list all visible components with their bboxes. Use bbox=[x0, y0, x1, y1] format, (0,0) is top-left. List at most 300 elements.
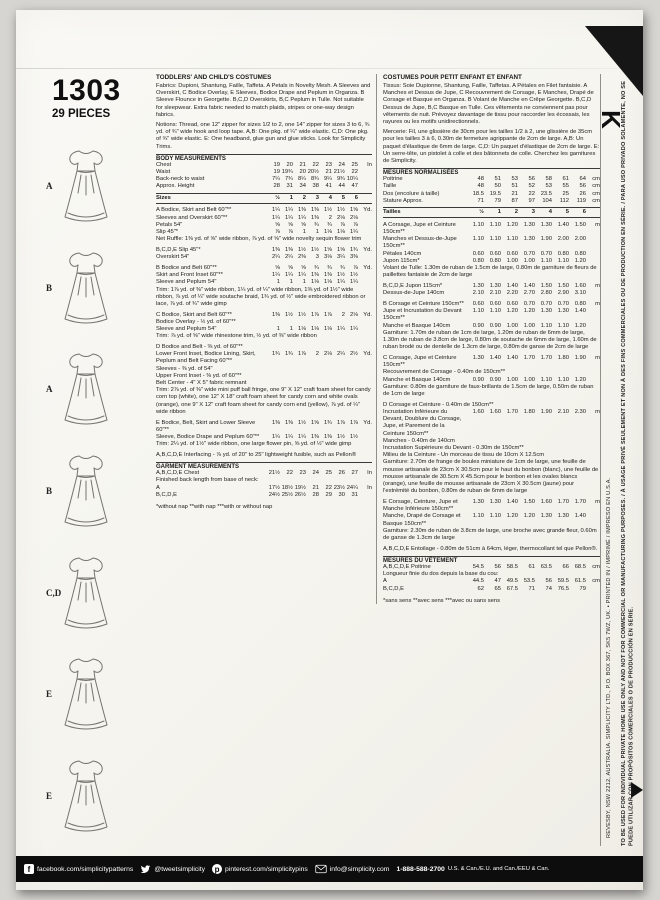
phone-contact bbox=[396, 866, 549, 873]
email-contact bbox=[315, 864, 390, 874]
row-value: ⅞ bbox=[340, 221, 345, 228]
row-value: 2 bbox=[315, 351, 319, 358]
row-unit bbox=[358, 222, 372, 229]
dress-line-art bbox=[58, 754, 114, 836]
row-value: 48 bbox=[477, 176, 484, 183]
row-value: 1.30 bbox=[540, 513, 552, 520]
row-label: B Corsage et Ceinture 150cm** bbox=[383, 300, 464, 307]
table-note: Volant de Tulle: 1.30m de ruban de 1.5cm de large, 0.80m de garniture de fleurs de paillettes fantaisie de 2cm de large bbox=[383, 265, 597, 279]
row-value: 1.20 bbox=[574, 322, 586, 329]
phone-regions: U.S. & Can./E.U. and Can./EEU & Can. bbox=[447, 866, 550, 872]
yardage-sections bbox=[156, 207, 372, 459]
dress-line-art bbox=[58, 246, 114, 328]
row-value: 1.10 bbox=[489, 221, 501, 228]
row-value: 1⅜ bbox=[284, 419, 293, 426]
table-note: Manches - 0.40m de 140cm bbox=[383, 437, 455, 444]
row-value: 10¼ bbox=[346, 176, 358, 183]
row-value: 2.70 bbox=[523, 290, 535, 297]
row-value: 1.00 bbox=[523, 376, 535, 383]
row-value: 2¼ bbox=[336, 351, 345, 358]
row-value: 44.5 bbox=[472, 578, 484, 585]
row-value: 1.10 bbox=[489, 513, 501, 520]
row-value: 25 bbox=[562, 190, 569, 197]
row-value: 5 bbox=[341, 194, 345, 201]
row-value: 1⅜ bbox=[271, 246, 280, 253]
row-value: 1.30 bbox=[472, 498, 484, 505]
row-value: 1⅝ bbox=[310, 419, 319, 426]
row-value: 1.80 bbox=[557, 354, 569, 361]
row-value: 1.00 bbox=[523, 257, 535, 264]
row-value: 8¼ bbox=[297, 176, 306, 183]
row-value: 1.40 bbox=[506, 283, 518, 290]
row-value: 53 bbox=[545, 183, 552, 190]
table-note: Sleeves - ⅜ yd. of 54" bbox=[156, 365, 213, 372]
row-value: 1¾ bbox=[323, 419, 332, 426]
table-row bbox=[156, 183, 372, 190]
table-row bbox=[156, 207, 372, 214]
row-value: ¾ bbox=[327, 264, 332, 271]
row-value: 1 bbox=[289, 279, 293, 286]
row-value: 1.30 bbox=[472, 283, 484, 290]
row-value: 1.90 bbox=[540, 408, 552, 415]
row-value: 56 bbox=[494, 563, 501, 570]
row-unit bbox=[586, 209, 600, 216]
table-row bbox=[156, 279, 372, 286]
row-value: 21 bbox=[299, 161, 306, 168]
row-value: 1⅞ bbox=[310, 311, 319, 318]
row-value: 28 bbox=[312, 491, 319, 498]
row-value: 1.10 bbox=[540, 376, 552, 383]
row-value: 1.10 bbox=[557, 322, 569, 329]
row-label: E Corsage, Ceinture, Jupe et Manche Inférieure 150cm** bbox=[383, 498, 458, 513]
table-note: A,B,C,D,E Entoilage - 0.80m de 51cm à 64cm, léger, thermocollant tel que Pellon®. bbox=[383, 545, 598, 552]
table-row bbox=[156, 420, 372, 434]
row-value: 1.50 bbox=[540, 283, 552, 290]
yardage-section bbox=[156, 344, 372, 416]
row-value: 26 bbox=[579, 190, 586, 197]
row-value: 63.5 bbox=[540, 563, 552, 570]
row-value: 24¼ bbox=[346, 484, 358, 491]
row-value: 2.20 bbox=[506, 290, 518, 297]
row-value: 1.40 bbox=[506, 354, 518, 361]
garment-measurements-title: GARMENT MEASUREMENTS bbox=[156, 462, 372, 470]
table-row bbox=[156, 492, 372, 499]
row-value: 1¼ bbox=[284, 207, 293, 214]
row-value: 64 bbox=[579, 176, 586, 183]
row-value: 3.10 bbox=[574, 290, 586, 297]
row-value: ¾ bbox=[340, 264, 345, 271]
row-value: 0.80 bbox=[489, 257, 501, 264]
row-label: Sizes bbox=[156, 194, 171, 201]
row-value: 21 bbox=[325, 168, 332, 175]
view-letter: E bbox=[46, 790, 53, 801]
row-unit bbox=[358, 215, 372, 222]
row-unit bbox=[586, 290, 600, 297]
row-value: 1¼ bbox=[284, 272, 293, 279]
row-value: 24 bbox=[338, 161, 345, 168]
table-note: Trim: 2¼ yd. of 1½" wide ribbon, one large flower pin, ⅝ yd. of ½" wide gimp bbox=[156, 441, 352, 448]
row-value: 1.10 bbox=[557, 376, 569, 383]
row-value: 21½ bbox=[268, 470, 280, 477]
table-note: Milieu de la Ceinture - Un morceau de tissu de 10cm X 12.5cm bbox=[383, 452, 545, 459]
row-value: 2.00 bbox=[557, 236, 569, 243]
table-row bbox=[156, 195, 372, 202]
row-label: Approx. Height bbox=[156, 183, 195, 190]
garment-sketch bbox=[46, 347, 118, 429]
row-value: 1½ bbox=[284, 311, 293, 318]
row-value: 1.40 bbox=[574, 308, 586, 315]
row-label: B Bodice and Belt 60"** bbox=[156, 264, 217, 271]
table-note: D Corsage et Ceinture - 0.40m de 150cm** bbox=[383, 401, 494, 408]
pattern-number-block bbox=[52, 76, 121, 120]
row-value: 7¾ bbox=[284, 176, 293, 183]
row-value: 71 bbox=[477, 197, 484, 204]
row-value: 1.20 bbox=[506, 513, 518, 520]
yardage-section bbox=[383, 402, 600, 496]
table-row bbox=[383, 323, 600, 330]
row-unit: In bbox=[367, 161, 372, 168]
yardage-section bbox=[156, 247, 372, 261]
english-title: TODDLERS' AND CHILD'S COSTUMES bbox=[156, 74, 272, 81]
table-row bbox=[383, 308, 600, 322]
row-label: C Corsage, Jupe et Ceinture 150cm** bbox=[383, 354, 457, 369]
row-unit: Yd. bbox=[363, 207, 372, 214]
row-unit: m bbox=[595, 498, 600, 505]
mesures-du-vetement-table bbox=[383, 564, 600, 593]
row-value: 1.10 bbox=[557, 257, 569, 264]
row-value: 1¼ bbox=[271, 272, 280, 279]
row-unit: m bbox=[595, 221, 600, 228]
row-label: Manche et Basque 140cm bbox=[383, 322, 451, 329]
table-row bbox=[383, 290, 600, 297]
row-value: ½ bbox=[479, 209, 484, 215]
row-value: 0.80 bbox=[574, 300, 586, 307]
row-label: Manche, Drapé de Corsage et Basque 150cm** bbox=[383, 513, 461, 527]
table-row bbox=[156, 222, 372, 229]
row-label: Overskirt 54" bbox=[156, 254, 190, 261]
row-value: 41 bbox=[325, 183, 332, 190]
row-unit: m bbox=[595, 354, 600, 361]
english-column bbox=[156, 74, 372, 510]
row-value: 1.60 bbox=[540, 498, 552, 505]
row-value: 26½ bbox=[294, 491, 306, 498]
row-value: 66 bbox=[562, 563, 569, 570]
row-value: 1⅛ bbox=[310, 326, 319, 333]
row-value: ⅞ bbox=[353, 264, 358, 271]
table-row bbox=[383, 209, 600, 216]
row-value: 58.5 bbox=[506, 563, 518, 570]
row-value: 19 bbox=[273, 168, 280, 175]
table-row bbox=[383, 251, 600, 258]
row-value: 26 bbox=[338, 470, 345, 477]
row-value: 29 bbox=[325, 491, 332, 498]
row-value: 1.20 bbox=[574, 257, 586, 264]
row-value: 112 bbox=[559, 197, 569, 204]
row-value: 1.30 bbox=[557, 308, 569, 315]
row-value: 1.10 bbox=[540, 322, 552, 329]
garment-sketch bbox=[46, 652, 118, 734]
row-value: 74 bbox=[545, 585, 552, 592]
row-value: 1.30 bbox=[472, 354, 484, 361]
row-value: ½ bbox=[275, 194, 280, 201]
row-value: 1⅞ bbox=[297, 351, 306, 358]
row-value: 9¼ bbox=[323, 176, 332, 183]
row-value: 22 bbox=[325, 484, 332, 491]
row-value: 2 bbox=[341, 311, 345, 318]
row-value: 59.5 bbox=[557, 578, 569, 585]
row-value: 0.70 bbox=[540, 250, 552, 257]
row-value: 22 bbox=[528, 190, 535, 197]
row-value: 1⅞ bbox=[336, 419, 345, 426]
row-value: 1.60 bbox=[489, 408, 501, 415]
yardage-section bbox=[156, 452, 372, 459]
row-value: 104 bbox=[542, 197, 552, 204]
row-value: 2.80 bbox=[540, 290, 552, 297]
pinterest-url: pinterest.com/simplicitypins bbox=[225, 865, 308, 873]
row-value: 2⅜ bbox=[297, 254, 306, 261]
row-label: Manches et Dessus-de-Jupe 150cm** bbox=[383, 236, 457, 250]
row-value: 24½ bbox=[268, 491, 280, 498]
row-unit bbox=[586, 251, 600, 258]
row-value: 44 bbox=[338, 183, 345, 190]
row-value: 1⅜ bbox=[310, 214, 319, 221]
row-value: 22 bbox=[286, 470, 293, 477]
row-value: 0.90 bbox=[489, 322, 501, 329]
row-value: 22 bbox=[351, 168, 358, 175]
row-unit bbox=[586, 377, 600, 384]
twitter-link bbox=[140, 864, 205, 875]
row-unit bbox=[358, 434, 372, 441]
row-value: 1⅜ bbox=[271, 311, 280, 318]
table-note: D Bodice and Belt - ⅜ yd. of 60"** bbox=[156, 344, 243, 351]
garment-measurements-table bbox=[156, 470, 372, 499]
row-value: 1½ bbox=[323, 207, 332, 214]
row-value: 1.30 bbox=[540, 308, 552, 315]
row-value: ⅝ bbox=[275, 264, 280, 271]
row-value: 34 bbox=[299, 183, 306, 190]
row-value: 5 bbox=[565, 209, 569, 215]
license-notice-vertical-text: TO BE USED FOR INDIVIDUAL PRIVATE HOME USE ONLY AND NOT FOR COMMERCIAL OR MANUFACTURING PURPOSES. / À USAGE PRIVÉ SEULEMENT ET NON À DES FINS COMMERCIALES OU DE PRODUCTION EN SÉRIE. / PARA USO PRIVADO SOLAMENTE, NO SE PUEDE UTILIZAR CON PROPÓSITOS COMERCIALES O DE PRODUCCIÓN EN SERIE. bbox=[621, 80, 635, 846]
row-value: 1¼ bbox=[349, 326, 358, 333]
row-value: 0.70 bbox=[557, 300, 569, 307]
pattern-number: 1303 bbox=[52, 74, 121, 107]
row-value: 4 bbox=[548, 209, 552, 215]
row-value: 1.10 bbox=[540, 257, 552, 264]
body-measurements-table bbox=[156, 162, 372, 191]
row-value: 1.60 bbox=[574, 283, 586, 290]
twitter-handle: @tweetsimplicity bbox=[154, 865, 206, 873]
row-value: 1.70 bbox=[540, 354, 552, 361]
table-row bbox=[156, 176, 372, 183]
row-unit: In bbox=[367, 470, 372, 477]
row-unit bbox=[358, 254, 372, 261]
row-value: 3 bbox=[315, 254, 319, 261]
row-value: 56 bbox=[528, 176, 535, 183]
row-value: 61.5 bbox=[574, 578, 586, 585]
row-unit: cm bbox=[592, 190, 600, 197]
facebook-icon: f bbox=[24, 864, 34, 874]
table-note: Garniture: 2.70m de frange de boules miniature de 1cm de large, une feuille de mousse artisanale de 23cm X 30.5cm pour le haut du bonbon (blanc), une feuille de mousse artisanale de 30.5cm X 45.5cm pour le bonbon et les ovales blancs (orange), une feuille de mousse artisanale de 23cm X 30.5cm (jaune) pour l'extrémité du bonbon, 0.80m de ruban de 6mm de large bbox=[383, 459, 599, 495]
view-letter: C,D bbox=[46, 587, 62, 598]
row-label: Incrustation Inférieure du Devant, Doublure du Corsage, Jupe, et Parement de la Ceinture 150cm** bbox=[383, 408, 462, 437]
row-value: 38 bbox=[312, 183, 319, 190]
row-value: 0.90 bbox=[472, 376, 484, 383]
row-value: 1.10 bbox=[472, 221, 484, 228]
row-value: 0.70 bbox=[523, 250, 535, 257]
row-value: ¾ bbox=[327, 221, 332, 228]
table-note: Finished back length from base of neck: bbox=[156, 477, 259, 484]
row-value: 1.70 bbox=[523, 354, 535, 361]
row-label: Back-neck to waist bbox=[156, 176, 205, 183]
mesures-normalisees-title: MESURES NORMALISÉES bbox=[383, 168, 600, 176]
row-value: 1.10 bbox=[489, 236, 501, 243]
view-letter: B bbox=[46, 485, 53, 496]
facebook-url: facebook.com/simplicitypatterns bbox=[37, 865, 134, 873]
row-value: 1.50 bbox=[523, 498, 535, 505]
row-value: 1.00 bbox=[506, 376, 518, 383]
row-value: 19.5 bbox=[489, 190, 501, 197]
row-value: ⅞ bbox=[288, 229, 293, 236]
row-value: 21 bbox=[511, 190, 518, 197]
facebook-link bbox=[24, 864, 133, 874]
row-value: 2.10 bbox=[472, 290, 484, 297]
row-label: B,C,D,E bbox=[156, 491, 177, 498]
row-value: 1.70 bbox=[506, 408, 518, 415]
table-row bbox=[156, 485, 372, 492]
row-value: 51 bbox=[511, 183, 518, 190]
garment-sketch bbox=[46, 246, 118, 328]
fabrics-paragraph: Fabrics: Dupioni, Shantung, Faille, Taffeta. A Petals in Novelty Mesh. A Sleeves and Overskirt, C Bodice Overlay, E Sleeves, Bodice Drape and Peplum in Organza. B Sleeve Flounce in Georgette. B,C,D Overskirts, B,C Peplum in Tulle. Not suitable for sleepwear. Extra fabric needed to match plaids, stripes or one-way design fabrics. bbox=[156, 83, 371, 118]
row-unit: cm bbox=[592, 197, 600, 204]
row-value: 2.10 bbox=[557, 408, 569, 415]
row-value: 61 bbox=[528, 563, 535, 570]
dress-line-art bbox=[58, 652, 114, 734]
row-value: 1 bbox=[302, 229, 306, 236]
row-value: ⅝ bbox=[275, 221, 280, 228]
table-row bbox=[383, 258, 600, 265]
row-unit bbox=[586, 236, 600, 250]
table-row bbox=[156, 229, 372, 236]
row-value: 1.30 bbox=[489, 498, 501, 505]
row-value: 1.10 bbox=[489, 308, 501, 315]
table-row bbox=[156, 312, 372, 319]
pattern-envelope-back bbox=[16, 10, 643, 890]
row-label: C Bodice, Skirt and Belt 60"** bbox=[156, 311, 232, 318]
table-row bbox=[383, 499, 600, 513]
row-unit bbox=[358, 279, 372, 286]
row-unit bbox=[358, 195, 372, 202]
row-value: 1½ bbox=[349, 272, 358, 279]
row-value: 25 bbox=[351, 161, 358, 168]
row-value: 1¾ bbox=[271, 351, 280, 358]
yardage-section bbox=[156, 265, 372, 308]
row-value: 21½ bbox=[333, 168, 345, 175]
row-value: 1⅛ bbox=[323, 229, 332, 236]
row-value: 50 bbox=[494, 183, 501, 190]
row-value: 56 bbox=[545, 578, 552, 585]
row-value: 1½ bbox=[297, 419, 306, 426]
table-note: Net Ruffle: 1⅜ yd. of ⅝" wide ribbon, ⅞ yd. of ⅝" wide novelty sequin flower trim bbox=[156, 236, 362, 243]
row-value: 2 bbox=[302, 194, 306, 201]
row-value: 1.00 bbox=[506, 257, 518, 264]
row-value: 1⅛ bbox=[310, 279, 319, 286]
table-row bbox=[156, 351, 372, 365]
table-note: Trim: 2⅞ yd. of ⅜" wide mini puff ball fringe, one 9" X 12" craft foam sheet for candy corn top (white), one 12" X 18" craft foam sheet for candy corn and white ovals (orange), one 9" X 12" craft foam sheet for candy corn end (yellow), ⅞ yd. of ¼" wide ribbon bbox=[156, 387, 371, 415]
row-value: 1½ bbox=[336, 434, 345, 440]
row-value: 31 bbox=[286, 183, 293, 190]
garment-sketch-column bbox=[46, 144, 146, 836]
row-value: 1 bbox=[276, 326, 280, 333]
row-value: 1½ bbox=[310, 246, 319, 253]
row-label: Sleeves and Overskirt 60"** bbox=[156, 214, 228, 221]
table-row bbox=[156, 247, 372, 254]
row-label: B,C,D,E Jupon 115cm* bbox=[383, 283, 443, 290]
row-unit bbox=[358, 272, 372, 279]
row-label: A bbox=[156, 484, 160, 491]
row-value: 28 bbox=[273, 183, 280, 190]
row-value: 1.10 bbox=[472, 513, 484, 520]
table-row bbox=[383, 222, 600, 236]
row-value: 0.80 bbox=[557, 250, 569, 257]
table-row bbox=[383, 283, 600, 290]
pinterest-icon: p bbox=[212, 864, 222, 874]
row-value: 3¼ bbox=[336, 254, 345, 261]
row-label: Sleeve, Bodice Drape and Peplum 60"** bbox=[156, 434, 260, 440]
row-value: 23 bbox=[299, 470, 306, 477]
row-unit: cm bbox=[592, 176, 600, 183]
row-value: 97 bbox=[528, 197, 535, 204]
table-note: Upper Front Inset - ⅜ yd. of 60"** bbox=[156, 372, 242, 379]
row-value: 1⅝ bbox=[323, 246, 332, 253]
row-value: 27 bbox=[351, 470, 358, 477]
row-unit bbox=[358, 169, 372, 176]
french-column bbox=[376, 74, 600, 604]
row-value: 25 bbox=[325, 470, 332, 477]
row-value: 1¼ bbox=[297, 434, 306, 440]
row-value: 3⅛ bbox=[323, 254, 332, 261]
row-value: 24 bbox=[312, 470, 319, 477]
email-envelope-icon bbox=[315, 864, 327, 874]
row-value: ¾ bbox=[314, 264, 319, 271]
table-row bbox=[156, 162, 372, 169]
row-value: 1 bbox=[276, 279, 280, 286]
row-value: 68.5 bbox=[574, 563, 586, 570]
row-label: A,B,C,D,E Chest bbox=[156, 470, 200, 477]
row-value: 53 bbox=[511, 176, 518, 183]
row-value: 119 bbox=[576, 197, 586, 204]
yardage-section bbox=[156, 420, 372, 449]
row-value: 1¼ bbox=[284, 434, 293, 440]
row-value: 1½ bbox=[297, 246, 306, 253]
row-unit: Yd. bbox=[363, 351, 372, 358]
row-value: 1⅜ bbox=[310, 272, 319, 279]
row-label: Dos (encolure à taille) bbox=[383, 190, 440, 197]
row-value: 1.60 bbox=[472, 408, 484, 415]
body-measurements-title: BODY MEASUREMENTS bbox=[156, 154, 372, 162]
row-unit bbox=[358, 183, 372, 190]
row-value: 23.5 bbox=[540, 190, 552, 197]
row-value: 79 bbox=[579, 585, 586, 592]
row-value: 4 bbox=[328, 194, 332, 201]
row-value: 0.90 bbox=[472, 322, 484, 329]
row-value: 0.60 bbox=[506, 300, 518, 307]
row-unit bbox=[358, 492, 372, 499]
row-label: Slip 45"* bbox=[156, 229, 179, 236]
row-value: 2¼ bbox=[271, 254, 280, 261]
row-value: 2.10 bbox=[489, 290, 501, 297]
row-value: 9¾ bbox=[336, 176, 345, 183]
table-row bbox=[383, 236, 600, 250]
